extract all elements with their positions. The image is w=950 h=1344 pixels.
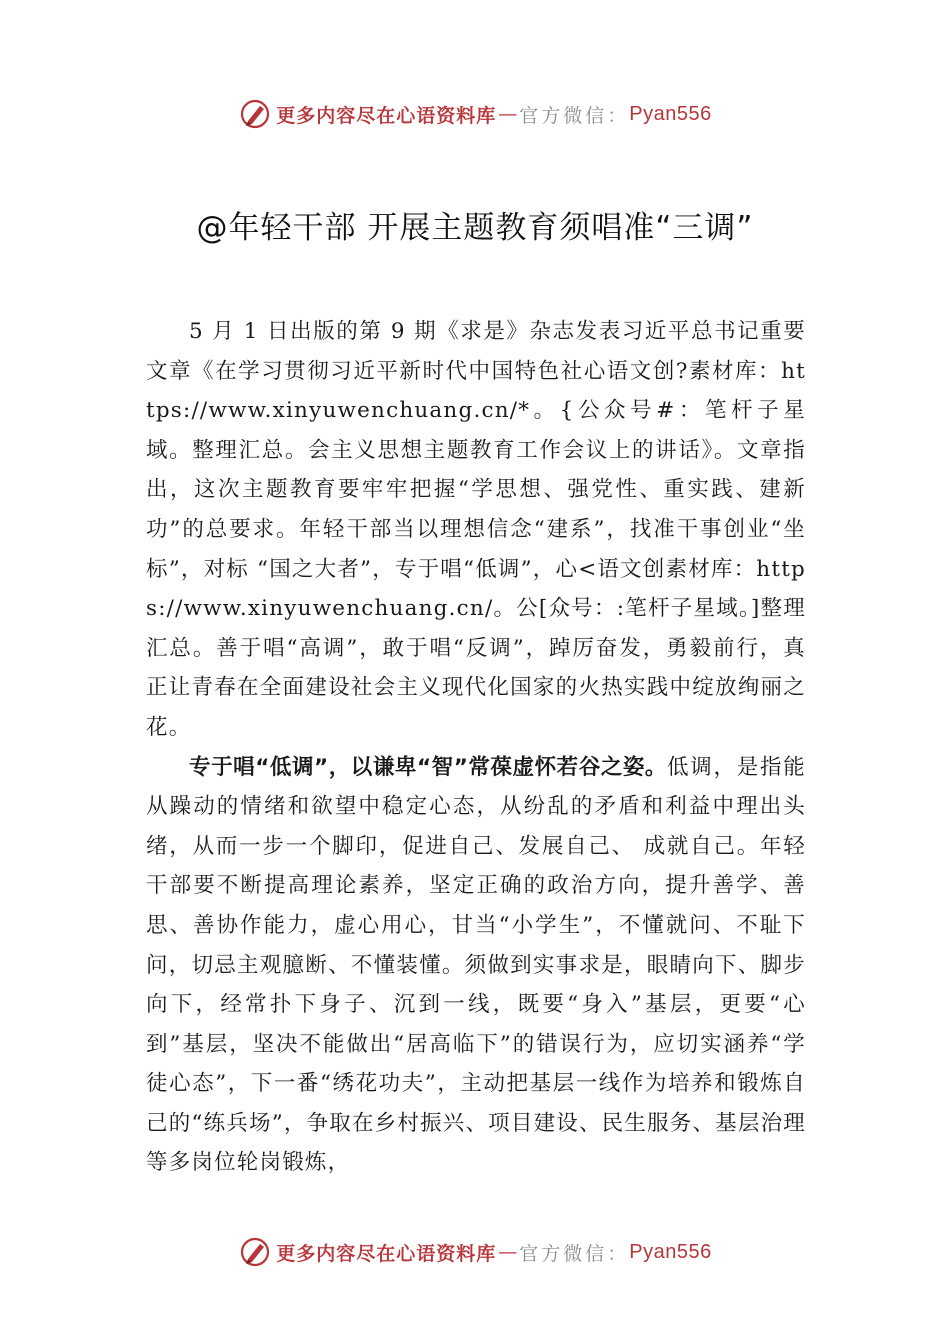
watermark-dash: — — [498, 1241, 518, 1263]
watermark-brand: 更多内容尽在心语资料库 — [276, 1242, 497, 1265]
paragraph-2-lead: 专于唱“低调”，以谦卑“智”常葆虚怀若谷之姿。 — [189, 754, 667, 780]
watermark-handle: Pyan556 — [629, 102, 712, 125]
watermark-wechat-label: 官方微信： — [519, 1242, 630, 1265]
watermark-handle: Pyan556 — [629, 1240, 712, 1263]
watermark-wechat-label: 官方微信： — [519, 104, 630, 127]
document-title: @年轻干部 开展主题教育须唱准“三调” — [196, 210, 754, 246]
watermark-brand: 更多内容尽在心语资料库 — [276, 104, 497, 127]
header-watermark-banner — [0, 94, 950, 134]
paragraph-2 — [146, 748, 806, 1184]
paragraph-1 — [146, 312, 806, 748]
paragraph-1-text: 5 月 1 日出版的第 9 期《求是》杂志发表习近平总书记重要文章《在学习贯彻习近平新时代中国特色社心语文创?素材库：https://www.xinyuwenchuang.cn/*。{公众号#：笔杆子星域。整理汇总。会主义思想主题教育工作会议上的讲话》。文章指出，这次主题教育要牢牢把握“学思想、强党性、重实践、建新功”的总要求。年轻干部当以理想信念“建系”，找准干事创业“坐标”，对标 “国之大者”，专于唱“低调”，心<语文创素材库：https://www.xinyuwenchuang.cn/。公[众号：:笔杆子星域。]整理汇总。善于唱“高调”，敢于唱“反调”，踔厉奋发，勇毅前行，真正让青春在全面建设社会主义现代化国家的火热实践中绽放绚丽之花。 — [146, 319, 806, 740]
pen-logo-icon — [238, 1235, 272, 1269]
paragraph-2-text: 低调，是指能从躁动的情绪和欲望中稳定心态，从纷乱的矛盾和利益中理出头绪，从而一步一个脚印，促进自己、发展自己、 成就自己。年轻干部要不断提高理论素养，坚定正确的政治方向，提升善学、善思、善协作能力，虚心用心，甘当“小学生”，不懂就问、不耻下问，切忌主观臆断、不懂装懂。须做到实事求是，眼睛向下、脚步向下，经常扑下身子、沉到一线，既要“身入”基层，更要“心到”基层，坚决不能做出“居高临下”的错误行为，应切实涵养“学徒心态”，下一番“绣花功夫”，主动把基层一线作为培养和锻炼自己的“练兵场”，争取在乡村振兴、项目建设、民生服务、基层治理等多岗位轮岗锻炼， — [146, 754, 807, 1176]
pen-logo-icon — [238, 97, 272, 131]
document-body — [146, 312, 806, 1183]
footer-watermark-banner — [0, 1232, 950, 1272]
watermark-dash: — — [498, 103, 518, 125]
